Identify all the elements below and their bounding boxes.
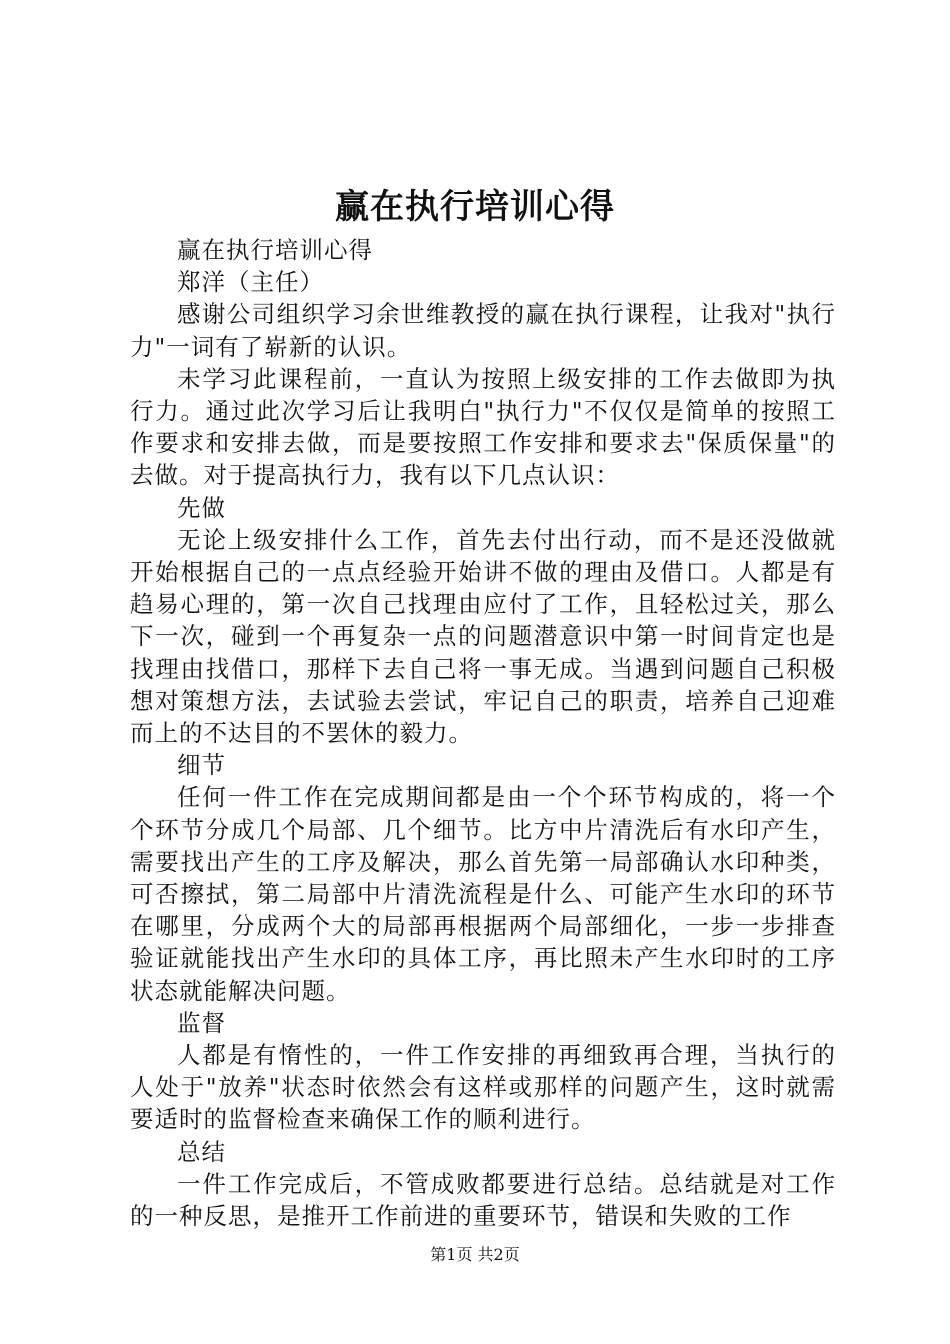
section-heading-details: 细节 [177, 751, 226, 780]
paragraph-before-course: 未学习此课程前，一直认为按照上级安排的工作去做即为执行力。通过此次学习后让我明白"执行力"不仅仅是简单的按照工作要求和安排去做，而是要按照工作安排和要求去"保质保量"的去做。对于提高执行力，我有以下几点认识： [130, 364, 836, 490]
paragraph-author: 郑洋（主任） [177, 268, 324, 297]
page-number-footer: 第1页 共2页 [430, 1245, 520, 1264]
paragraph-act-first: 无论上级安排什么工作，首先去付出行动，而不是还没做就开始根据自己的一点点经验开始讲不做的理由及借口。人都是有趋易心理的，第一次自己找理由应付了工作，且轻松过关，那么下一次，碰到一个再复杂一点的问题潜意识中第一时间肯定也是找理由找借口，那样下去自己将一事无成。当遇到问题自己积极想对策想方法，去试验去尝试，牢记自己的职责，培养自己迎难而上的不达目的不罢休的毅力。 [130, 525, 836, 748]
paragraph-intro: 感谢公司组织学习余世维教授的赢在执行课程，让我对"执行力"一词有了崭新的认识。 [130, 300, 836, 361]
section-heading-supervision: 监督 [177, 1008, 226, 1037]
document-title: 赢在执行培训心得 [335, 187, 615, 227]
paragraph-summary: 一件工作完成后，不管成败都要进行总结。总结就是对工作的一种反思，是推开工作前进的重要环节，错误和失败的工作 [130, 1169, 836, 1231]
paragraph-subtitle: 赢在执行培训心得 [177, 236, 373, 264]
section-heading-summary: 总结 [177, 1137, 226, 1166]
paragraph-details: 任何一件工作在完成期间都是由一个个环节构成的，将一个个环节分成几个局部、几个细节。比方中片清洗后有水印产生，需要找出产生的工序及解决，那么首先第一局部确认水印种类，可否擦拭，第二局部中片清洗流程是什么、可能产生水印的环节在哪里，分成两个大的局部再根据两个局部细化，一步一步排查验证就能找出产生水印的具体工序，再比照未产生水印时的工序状态就能解决问题。 [130, 783, 836, 1005]
paragraph-supervision: 人都是有惰性的，一件工作安排的再细致再合理，当执行的人处于"放养"状态时依然会有这样或那样的问题产生，这时就需要适时的监督检查来确保工作的顺利进行。 [130, 1041, 836, 1134]
section-heading-act-first: 先做 [177, 493, 226, 522]
document-body [130, 234, 836, 1232]
